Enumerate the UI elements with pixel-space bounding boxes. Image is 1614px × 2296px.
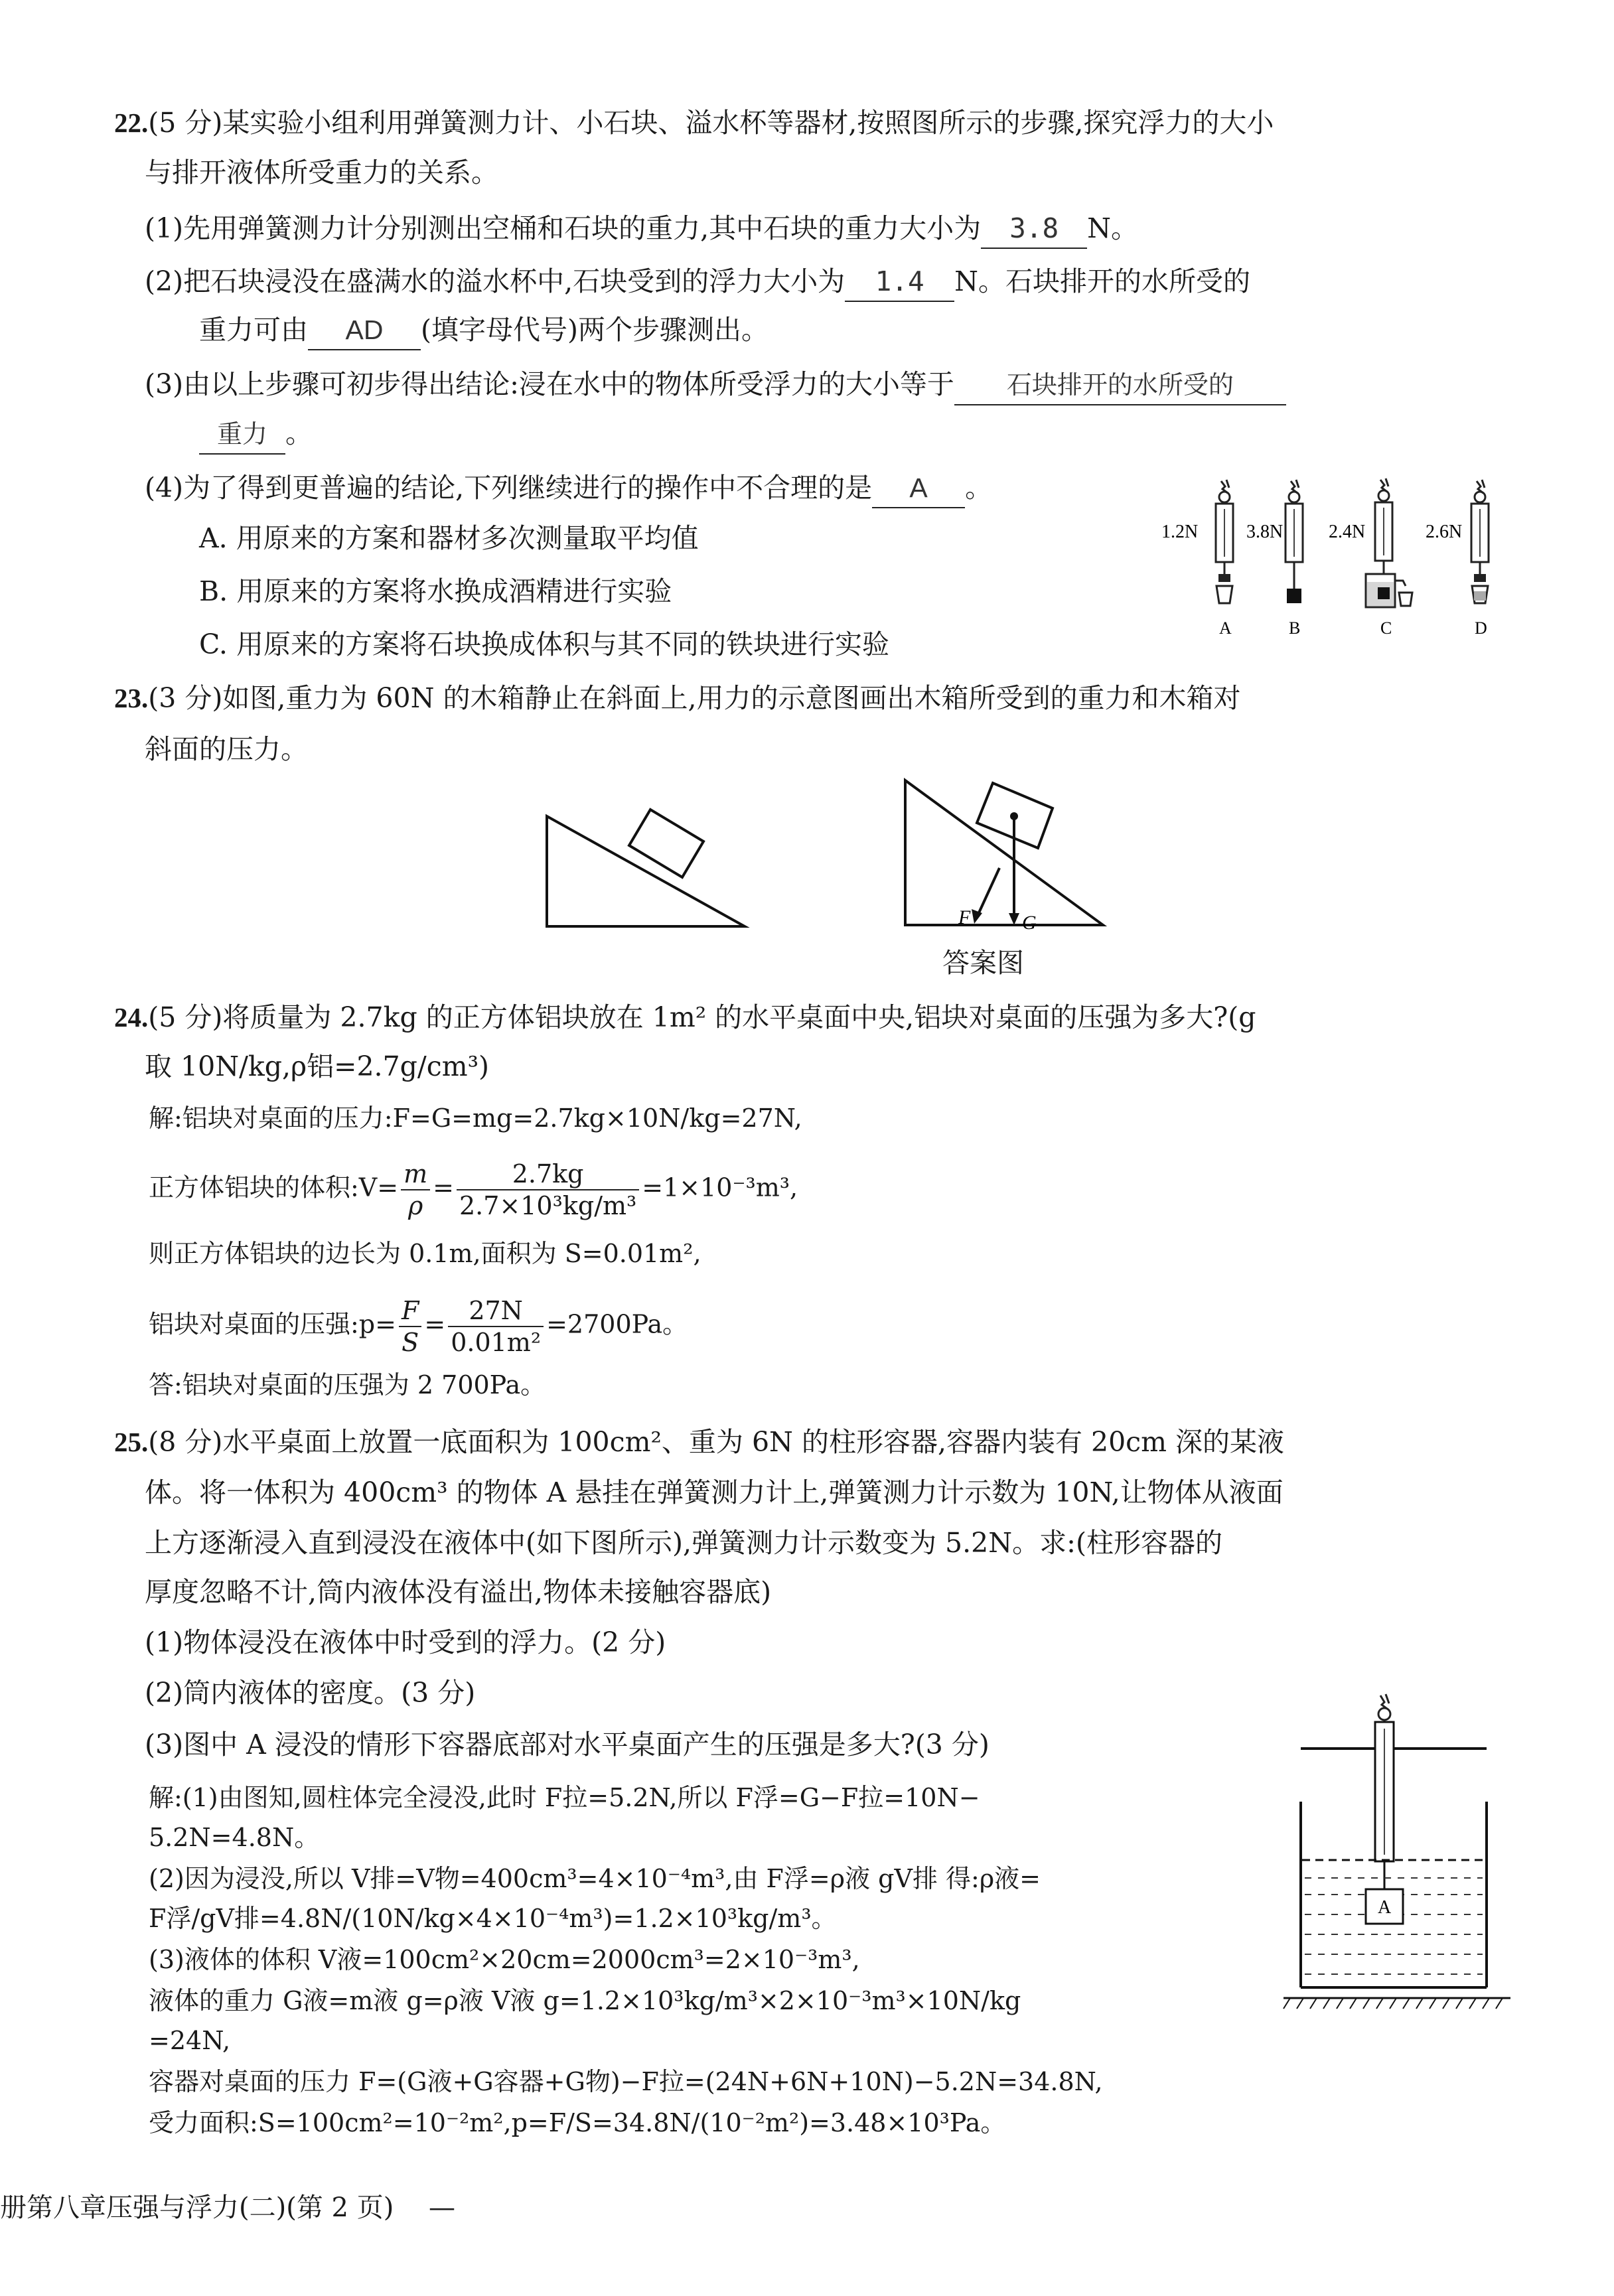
- q24-solution-4: 铝块对桌面的压强:p= $\frac{F}{S}$ = $\frac{27N}{\text{0.01m²}}$ =2700Pa。: [149, 1296, 688, 1357]
- q22-option-c: C. 用原来的方案将石块换成体积与其不同的铁块进行实验: [199, 628, 889, 660]
- q24-solution-1: 解:铝块对桌面的压力:F=G=mg=2.7kg×10N/kg=27N,: [149, 1104, 802, 1133]
- q22-option-b: B. 用原来的方案将水换成酒精进行实验: [199, 575, 672, 607]
- q23-figure-question: [544, 803, 757, 936]
- scale-b: [1246, 480, 1303, 638]
- q23-number: 23.: [114, 683, 149, 713]
- q22-answer-3: 石块排开的水所受的: [954, 366, 1286, 405]
- label-d: D: [1475, 618, 1487, 638]
- q22-answer-2b: AD: [308, 311, 421, 350]
- q25-figure: [1281, 1689, 1513, 2024]
- reading-b: 3.8N: [1246, 522, 1284, 542]
- object-a-label: A: [1378, 1897, 1392, 1918]
- q25-answer-6: 液体的重力 G液=m液 g=ρ液 V液 g=1.2×10³kg/m³×2×10⁻³m³×10N/kg: [149, 1986, 1021, 2015]
- q25-number: 25.: [114, 1427, 149, 1457]
- q22-part3-cont: 重力 。: [199, 414, 313, 455]
- q24-answer: 答:铝块对桌面的压强为 2 700Pa。: [149, 1370, 546, 1399]
- label-c: C: [1380, 618, 1392, 638]
- q24-number: 24.: [114, 1002, 149, 1033]
- scale-a: [1161, 480, 1233, 638]
- q25-answer-5: (3)液体的体积 V液=100cm²×20cm=2000cm³=2×10⁻³m³,: [149, 1945, 860, 1974]
- reading-c: 2.4N: [1329, 522, 1366, 542]
- fraction-pressure: $\frac{27N}{\text{0.01m²}}$: [448, 1295, 544, 1358]
- q22-part2-cont: 重力可由 AD (填字母代号)两个步骤测出。: [199, 311, 769, 350]
- q22-line2: 与排开液体所受重力的关系。: [145, 157, 498, 188]
- fraction-m-rho: $\frac{m}{\rho}$: [401, 1159, 430, 1221]
- footer-text: 册第八章压强与浮力(二)(第 2 页): [0, 2192, 394, 2223]
- q23-line2: 斜面的压力。: [145, 733, 308, 765]
- q22-part4: (4)为了得到更普遍的结论,下列继续进行的操作中不合理的是 A 。: [145, 468, 992, 508]
- q22-answer-1: 3.8: [981, 209, 1087, 249]
- footer-dash: —: [429, 2192, 456, 2223]
- q22-part3: (3)由以上步骤可初步得出结论:浸在水中的物体所受浮力的大小等于 石块排开的水所受的: [145, 365, 1286, 405]
- q25-answer-4: F浮/gV排=4.8N/(10N/kg×4×10⁻⁴m³)=1.2×10³kg/m³。: [149, 1904, 837, 1933]
- q25-line4: 厚度忽略不计,筒内液体没有溢出,物体未接触容器底): [145, 1576, 772, 1608]
- q25-sub-2: (2)筒内液体的密度。(3 分): [145, 1677, 476, 1709]
- q25-answer-7: =24N,: [149, 2026, 231, 2055]
- scale-c: [1329, 478, 1412, 638]
- q25-sub-3: (3)图中 A 浸没的情形下容器底部对水平桌面产生的压强是多大?(3 分): [145, 1729, 990, 1760]
- reading-d: 2.6N: [1426, 522, 1463, 542]
- force-label-g: G: [1022, 912, 1037, 934]
- q22-part2: (2)把石块浸没在盛满水的溢水杯中,石块受到的浮力大小为 1.4 N。石块排开的水所受的: [145, 262, 1250, 302]
- fraction-f-s: $\frac{F}{S}$: [399, 1295, 421, 1358]
- q24-line2: 取 10N/kg,ρ铝=2.7g/cm³): [145, 1050, 490, 1082]
- q24-solution-2: 正方体铝块的体积:V= $\frac{m}{\rho}$ = $\frac{2.7kg}{\text{2.7×10³kg/m³}}$ =1×10⁻³m³,: [149, 1159, 798, 1220]
- page-footer: [0, 2188, 455, 2227]
- q23-caption: 答案图: [942, 947, 1024, 979]
- q22-answer-4: A: [872, 468, 965, 508]
- q25-answer-8: 容器对桌面的压力 F=(G液+G容器+G物)−F拉=(24N+6N+10N)−5.2N=34.8N,: [149, 2067, 1103, 2096]
- q25-line1: 25.(8 分)水平桌面上放置一底面积为 100cm²、重为 6N 的柱形容器,容器内装有 20cm 深的某液: [114, 1426, 1285, 1458]
- reading-a: 1.2N: [1161, 522, 1199, 542]
- q22-answer-2: 1.4: [845, 262, 954, 302]
- q25-sub-1: (1)物体浸没在液体中时受到的浮力。(2 分): [145, 1626, 666, 1658]
- q22-answer-3b: 重力: [199, 415, 285, 455]
- scale-d: [1426, 480, 1489, 638]
- q22-number: 22.: [114, 108, 149, 138]
- label-a: A: [1219, 618, 1232, 638]
- q24-solution-3: 则正方体铝块的边长为 0.1m,面积为 S=0.01m²,: [149, 1239, 701, 1268]
- q25-line3: 上方逐渐浸入直到浸没在液体中(如下图所示),弹簧测力计示数变为 5.2N。求:(柱形容器的: [145, 1527, 1222, 1559]
- q22-figure: [1155, 474, 1526, 654]
- q25-answer-2: 5.2N=4.8N。: [149, 1823, 320, 1852]
- q22-stem-1: (5 分)某实验小组利用弹簧测力计、小石块、溢水杯等器材,按照图所示的步骤,探究浮力的大小: [148, 107, 1274, 139]
- force-label-f: F: [958, 906, 971, 928]
- q24-line1: 24.(5 分)将质量为 2.7kg 的正方体铝块放在 1m² 的水平桌面中央,铝块对桌面的压强为多大?(g: [114, 1001, 1256, 1033]
- fraction-volume: $\frac{2.7kg}{\text{2.7×10³kg/m³}}$: [457, 1159, 639, 1221]
- label-b: B: [1289, 618, 1301, 638]
- q25-line2: 体。将一体积为 400cm³ 的物体 A 悬挂在弹簧测力计上,弹簧测力计示数为 10N,让物体从液面: [145, 1476, 1284, 1508]
- q23-line1: 23.(3 分)如图,重力为 60N 的木箱静止在斜面上,用力的示意图画出木箱所受到的重力和木箱对: [114, 682, 1241, 714]
- q25-answer-3: (2)因为浸没,所以 V排=V物=400cm³=4×10⁻⁴m³,由 F浮=ρ液 gV排 得:ρ液=: [149, 1864, 1041, 1893]
- q23-figure-answer: [903, 776, 1115, 942]
- q25-answer-9: 受力面积:S=100cm²=10⁻²m²,p=F/S=34.8N/(10⁻²m²)=3.48×10³Pa。: [149, 2108, 1006, 2137]
- q22-line1: [114, 104, 1274, 142]
- q22-part1: (1)先用弹簧测力计分别测出空桶和石块的重力,其中石块的重力大小为 3.8 N。: [145, 209, 1138, 249]
- q25-answer-1: 解:(1)由图知,圆柱体完全浸没,此时 F拉=5.2N,所以 F浮=G−F拉=10N−: [149, 1783, 980, 1812]
- q22-option-a: A. 用原来的方案和器材多次测量取平均值: [199, 522, 699, 554]
